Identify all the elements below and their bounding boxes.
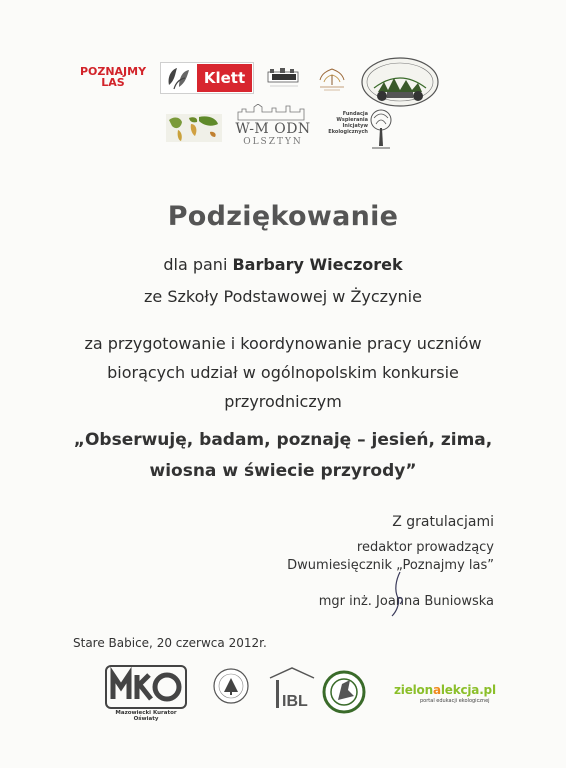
tree-icon bbox=[368, 108, 394, 152]
ibl-logo bbox=[268, 666, 368, 716]
klett-wordmark: Klett bbox=[197, 64, 252, 92]
school-line: ze Szkoły Podstawowej w Życzynie bbox=[144, 287, 422, 306]
reason-line-2: biorących udział w ogólnopolskim konkursie bbox=[107, 363, 459, 382]
signatory-name: mgr inż. Joanna Buniowska bbox=[318, 594, 494, 609]
recipient-prefix: dla pani bbox=[163, 255, 233, 274]
place-and-date: Stare Babice, 20 czerwca 2012r. bbox=[73, 636, 267, 650]
fundacja-wspierania-logo bbox=[318, 108, 394, 152]
wm-odn-wordmark: W-M ODN bbox=[235, 121, 311, 137]
signatory-role: redaktor prowadzący bbox=[356, 540, 494, 555]
recipient-name: Barbary Wieczorek bbox=[232, 255, 403, 274]
reason-line-1: za przygotowanie i koordynowanie pracy uczniów bbox=[84, 334, 482, 353]
world-map-icon bbox=[164, 104, 224, 154]
klett-leaf-icon bbox=[163, 65, 195, 91]
closing-greeting: Z gratulacjami bbox=[392, 514, 494, 530]
forest-seal-icon bbox=[202, 666, 260, 706]
zielona-lekcja-part-3: lekcja.pl bbox=[440, 683, 496, 697]
svg-text:IBL: IBL bbox=[282, 693, 308, 710]
reason-line-3: przyrodniczym bbox=[224, 392, 342, 411]
tree-emblem-icon bbox=[312, 66, 352, 92]
lasy-panstwowe-logo bbox=[202, 666, 260, 716]
wm-odn-city: OLSZTYN bbox=[243, 137, 303, 147]
magazine-name: Dwumiesięcznik „Poznajmy las” bbox=[287, 558, 494, 573]
mazowiecki-kurator-logo bbox=[105, 665, 187, 725]
document-title: Podziękowanie bbox=[167, 201, 399, 232]
handwritten-signature bbox=[388, 570, 410, 620]
contest-title-line-1: „Obserwuję, badam, poznaję – jesień, zima, bbox=[73, 430, 493, 450]
zielona-lekcja-part-1: zielon bbox=[394, 683, 433, 697]
forest-association-logo bbox=[360, 56, 440, 108]
mko-caption: Mazowiecki Kurator Oświaty bbox=[115, 710, 177, 722]
ball-art-logo bbox=[264, 66, 304, 92]
zielona-lekcja-tagline: portal edukacji ekologicznej bbox=[420, 698, 490, 704]
klett-logo bbox=[160, 62, 254, 94]
forest-oval-icon bbox=[360, 56, 440, 108]
recipient-line bbox=[0, 255, 566, 274]
poznajmy-las-logo: POZNAJMY LAS bbox=[79, 65, 147, 89]
castle-icon bbox=[264, 66, 304, 92]
fundacja-wspierania-label: Fundacja Wspierania Inicjatyw Ekologicznych bbox=[328, 111, 368, 135]
zielona-lekcja-logo bbox=[394, 683, 496, 697]
zielona-lekcja-part-2: a bbox=[432, 683, 441, 697]
fundacja-nasza-ziemia-logo bbox=[164, 104, 224, 154]
ibl-emblem-icon bbox=[268, 666, 368, 716]
wm-odn-olsztyn-logo bbox=[228, 104, 318, 150]
leaf-emblem-logo bbox=[312, 66, 352, 92]
castle-skyline-icon bbox=[228, 104, 318, 122]
contest-title-line-2: wiosna w świecie przyrody” bbox=[149, 461, 417, 481]
mko-monogram-icon bbox=[105, 665, 187, 709]
